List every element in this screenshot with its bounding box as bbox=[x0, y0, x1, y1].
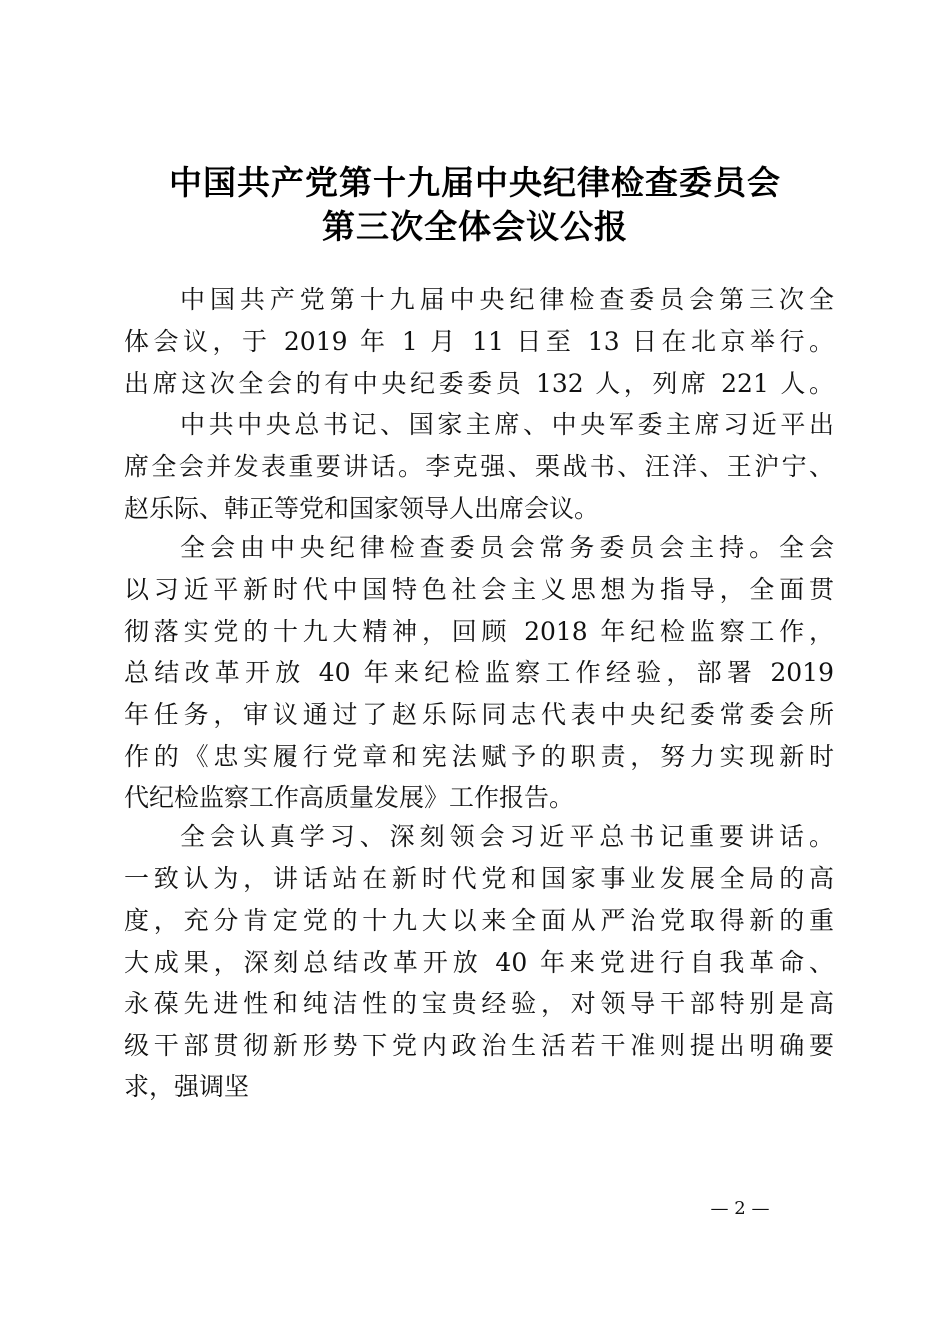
paragraph-line: 作的《忠实履行党章和宪法赋予的职责，努力实现新时 bbox=[124, 742, 834, 771]
paragraph-line: 彻落实党的十九大精神，回顾 2018 年纪检监察工作， bbox=[124, 617, 834, 646]
page-number: — 2 — bbox=[710, 1198, 770, 1219]
paragraph-line: 中国共产党第十九届中央纪律检查委员会第三次全 bbox=[180, 285, 834, 314]
paragraph-line: 席全会并发表重要讲话。李克强、栗战书、汪洋、王沪宁、 bbox=[124, 452, 834, 481]
paragraph-line: 一致认为，讲话站在新时代党和国家事业发展全局的高 bbox=[124, 864, 834, 893]
paragraph-line: 出席这次全会的有中央纪委委员 132 人，列席 221 人。 bbox=[124, 369, 834, 398]
paragraph-line: 级干部贯彻新形势下党内政治生活若干准则提出明确要 bbox=[124, 1031, 834, 1060]
paragraph-line: 全会认真学习、深刻领会习近平总书记重要讲话。 bbox=[180, 822, 834, 851]
paragraph-line: 求，强调坚 bbox=[124, 1072, 250, 1101]
paragraph-line: 大成果，深刻总结改革开放 40 年来党进行自我革命、 bbox=[124, 948, 834, 977]
paragraph-line: 以习近平新时代中国特色社会主义思想为指导，全面贯 bbox=[124, 575, 834, 604]
paragraph-line: 总结改革开放 40 年来纪检监察工作经验，部署 2019 bbox=[124, 658, 834, 687]
paragraph-line: 代纪检监察工作高质量发展》工作报告。 bbox=[124, 783, 575, 812]
paragraph-line: 度，充分肯定党的十九大以来全面从严治党取得新的重 bbox=[124, 906, 834, 935]
paragraph-line: 年任务，审议通过了赵乐际同志代表中央纪委常委会所 bbox=[124, 700, 834, 729]
paragraph-line: 体会议，于 2019 年 1 月 11 日至 13 日在北京举行。 bbox=[124, 327, 834, 356]
document-title-line-2: 第三次全体会议公报 bbox=[322, 207, 628, 246]
paragraph-line: 赵乐际、韩正等党和国家领导人出席会议。 bbox=[124, 494, 600, 523]
paragraph-line: 中共中央总书记、国家主席、中央军委主席习近平出 bbox=[180, 410, 834, 439]
document-title-line-1: 中国共产党第十九届中央纪律检查委员会 bbox=[169, 163, 781, 202]
paragraph-line: 永葆先进性和纯洁性的宝贵经验，对领导干部特别是高 bbox=[124, 989, 834, 1018]
paragraph-line: 全会由中央纪律检查委员会常务委员会主持。全会 bbox=[180, 533, 834, 562]
